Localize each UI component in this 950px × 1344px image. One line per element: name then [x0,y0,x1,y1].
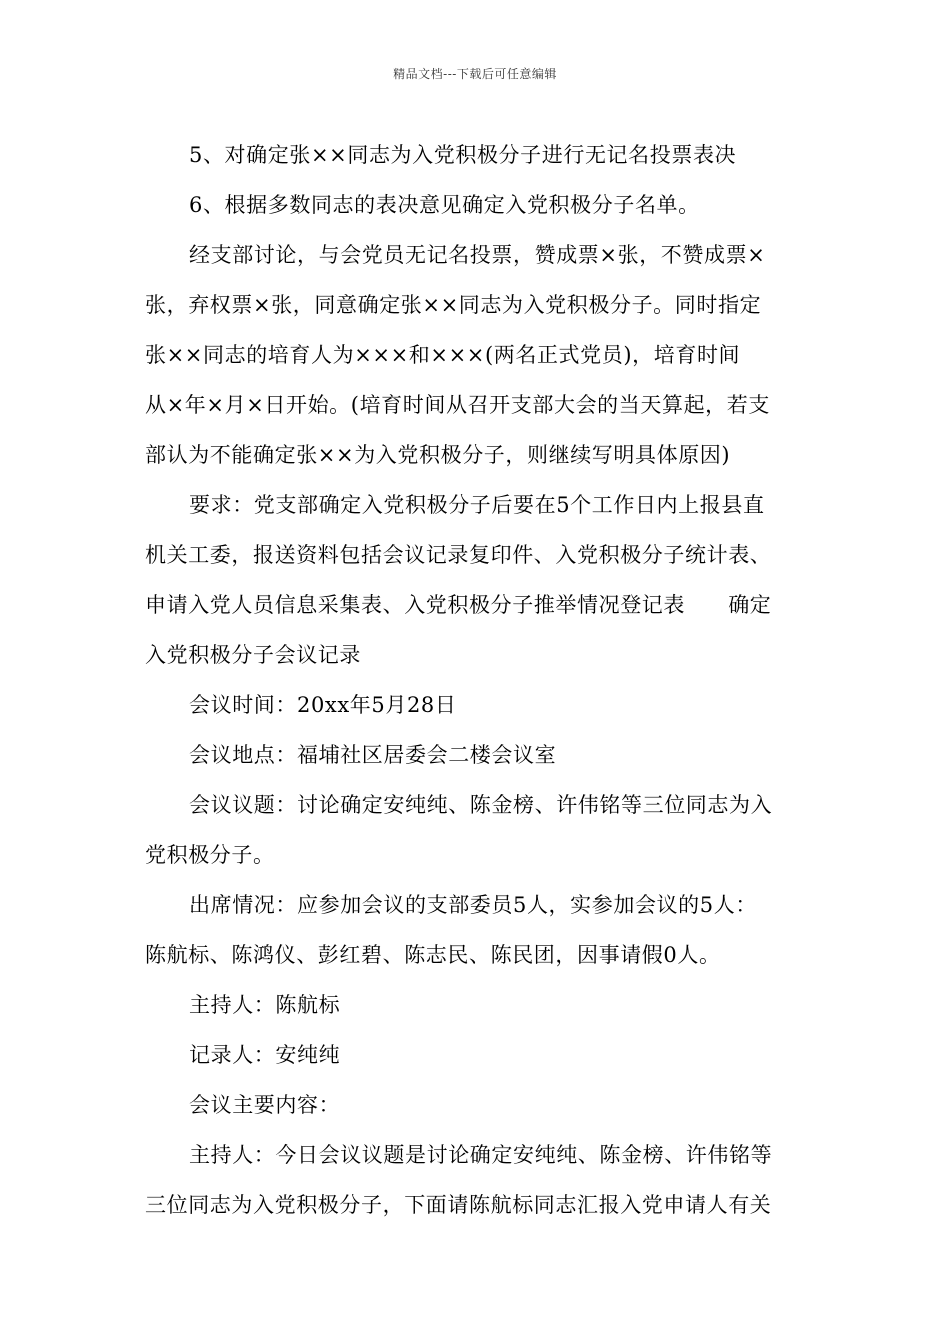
text-line: 会议议题：讨论确定安纯纯、陈金榜、许伟铭等三位同志为入 [189,793,773,817]
text-line: 会议时间：20xx年5月28日 [189,693,457,717]
text-line: 张，弃权票×张，同意确定张××同志为入党积极分子。同时指定 [145,293,762,317]
text-line: 张××同志的培育人为×××和×××(两名正式党员)，培育时间 [145,343,741,367]
text-line: 部认为不能确定张××为入党积极分子，则继续写明具体原因) [145,443,731,467]
text-line: 会议地点：福埔社区居委会二楼会议室 [189,743,557,767]
text-line: 申请入党人员信息采集表、入党积极分子推举情况登记表 确定 [145,593,772,617]
text-line: 主持人：陈航标 [189,993,341,1017]
text-line: 经支部讨论，与会党员无记名投票，赞成票×张，不赞成票× [189,243,766,267]
text-line: 党积极分子。 [145,843,275,867]
page-header: 精品文档---下载后可任意编辑 [393,67,557,81]
text-line: 5、对确定张××同志为入党积极分子进行无记名投票表决 [189,143,737,167]
text-line: 陈航标、陈鸿仪、彭红碧、陈志民、陈民团，因事请假0人。 [145,943,721,967]
text-line: 机关工委，报送资料包括会议记录复印件、入党积极分子统计表、 [145,543,772,567]
text-line: 6、根据多数同志的表决意见确定入党积极分子名单。 [189,193,700,217]
text-line: 入党积极分子会议记录 [145,643,361,667]
text-line: 出席情况：应参加会议的支部委员5人，实参加会议的5人： [189,893,757,917]
text-line: 会议主要内容： [189,1093,341,1117]
text-line: 三位同志为入党积极分子，下面请陈航标同志汇报入党申请人有关 [145,1193,772,1217]
document-body [145,130,810,1230]
text-line: 记录人：安纯纯 [189,1043,341,1067]
text-line: 从×年×月×日开始。(培育时间从召开支部大会的当天算起，若支 [145,393,770,417]
text-line: 要求：党支部确定入党积极分子后要在5个工作日内上报县直 [189,493,765,517]
text-line: 主持人：今日会议议题是讨论确定安纯纯、陈金榜、许伟铭等 [189,1143,773,1167]
